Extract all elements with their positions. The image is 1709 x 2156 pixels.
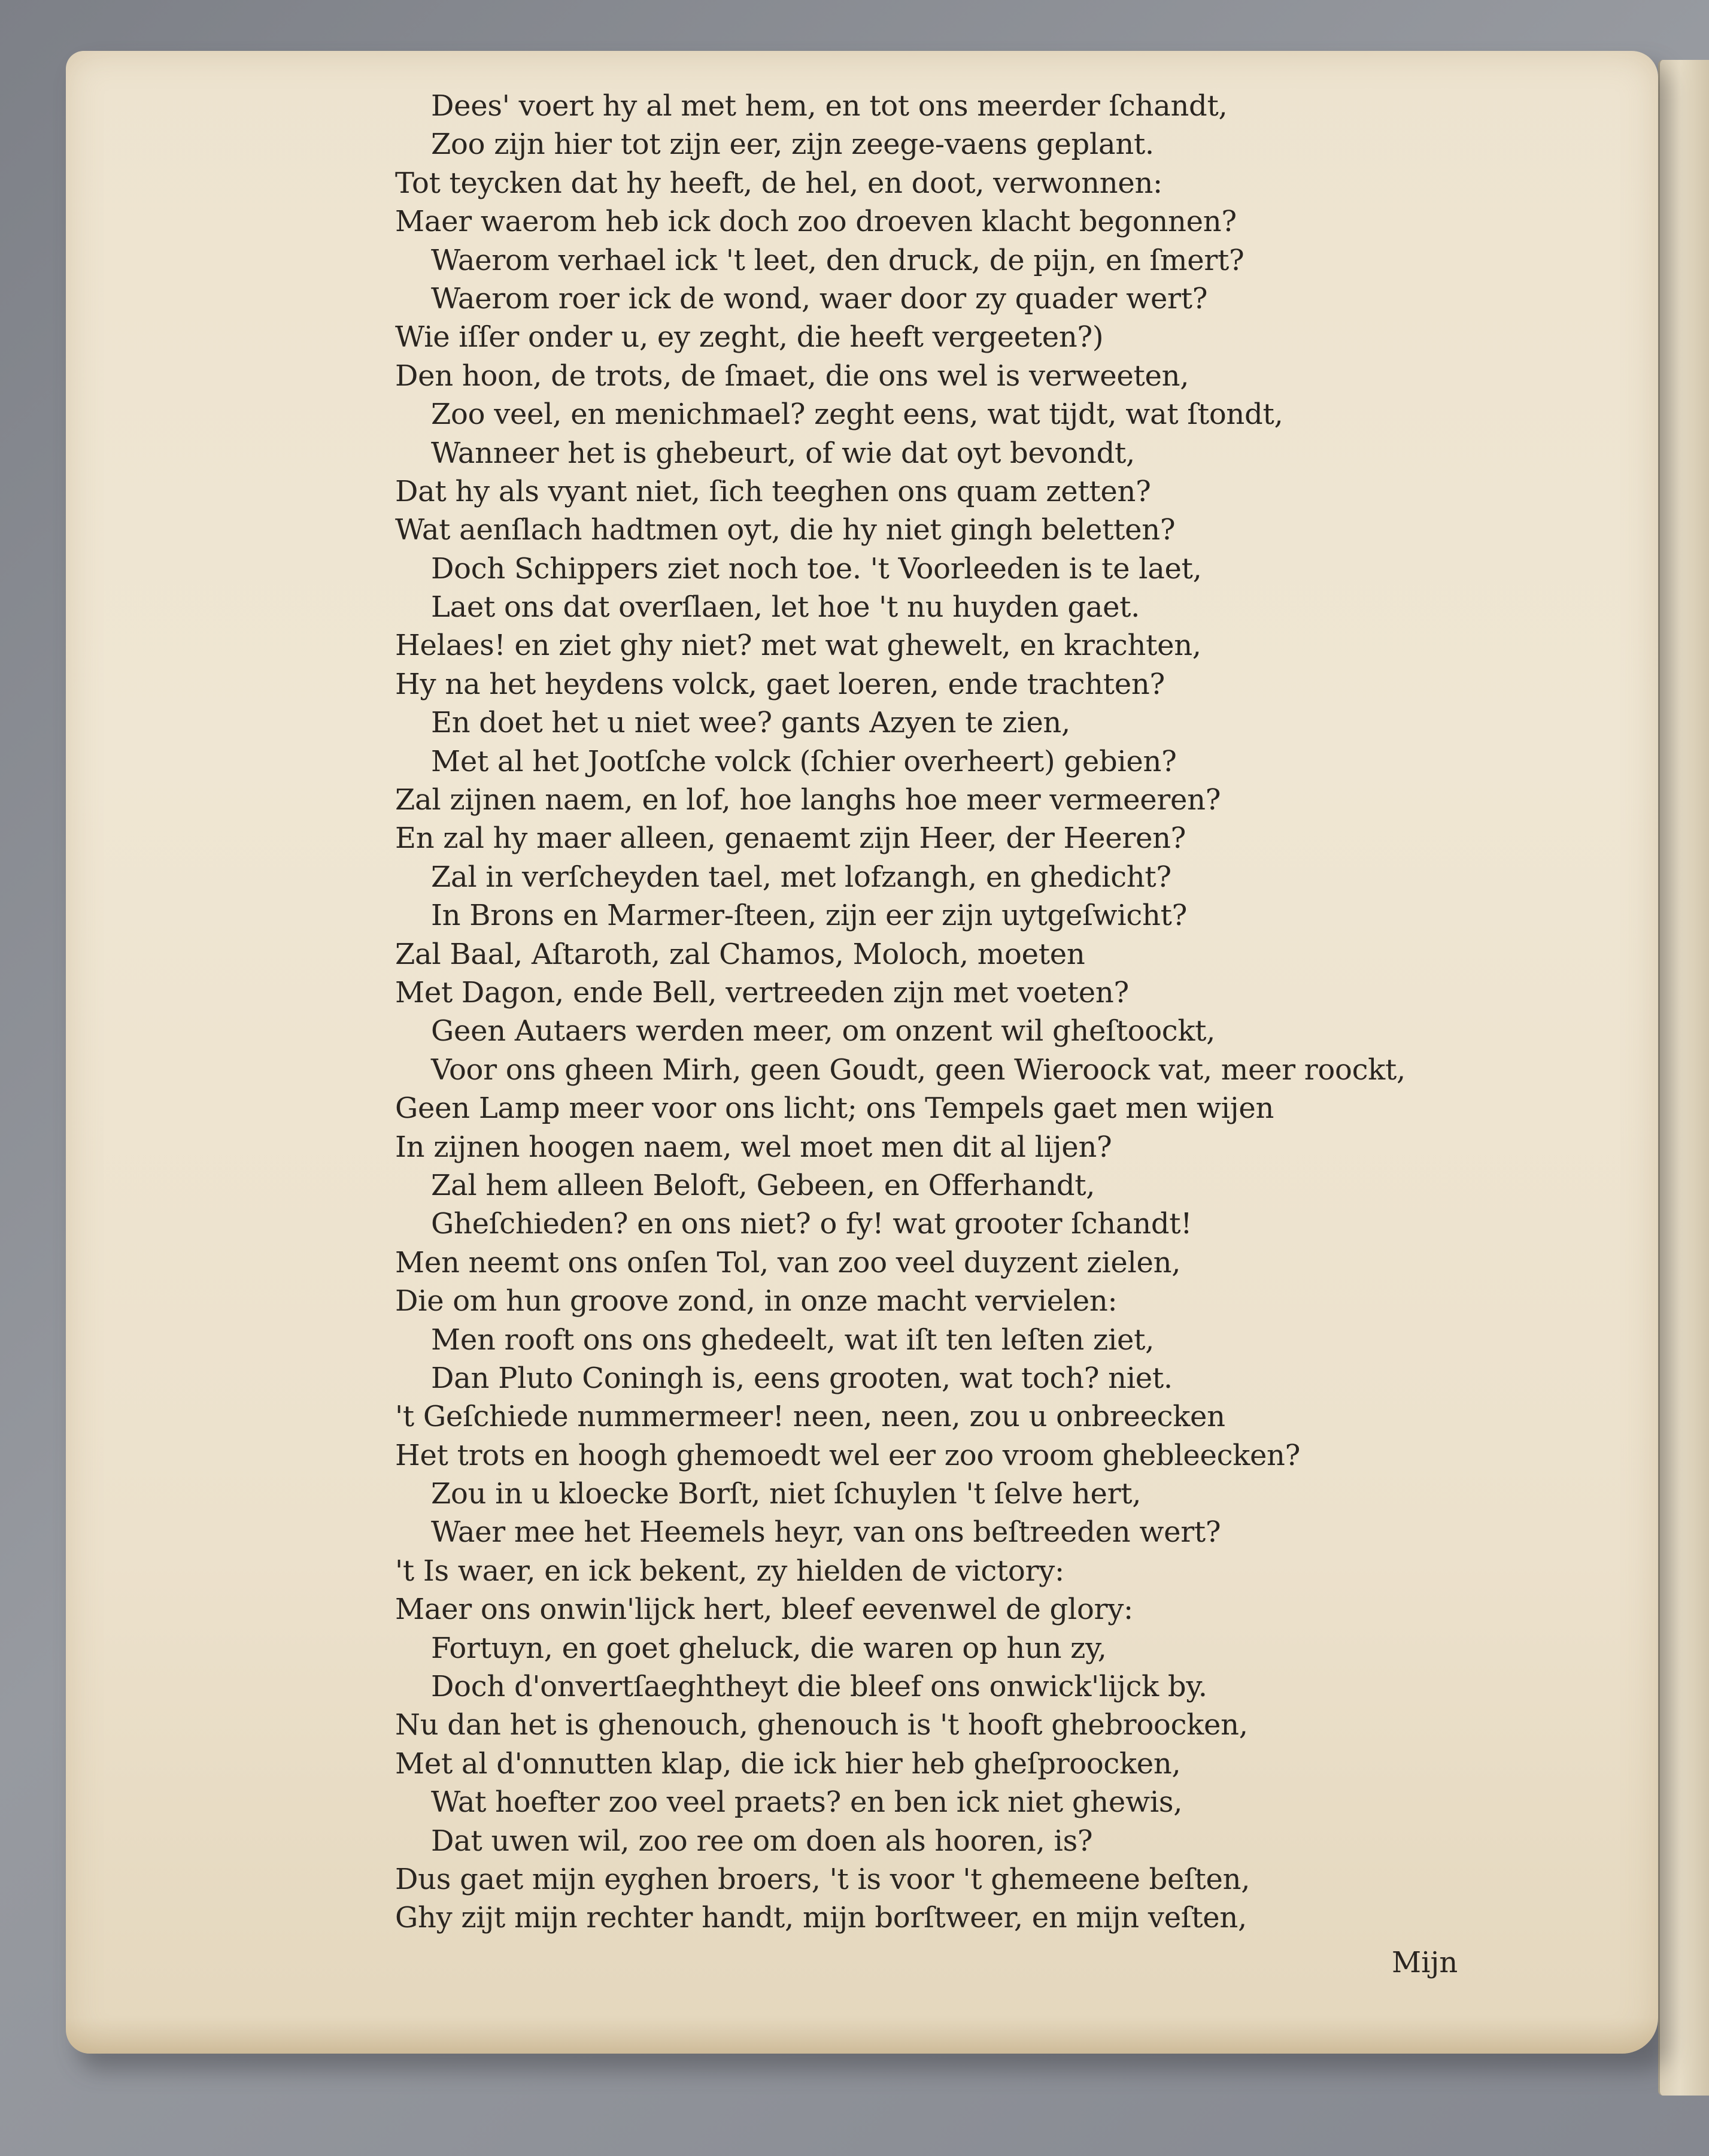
verse-line: Met Dagon, ende Bell, vertreeden zijn met voeten? — [395, 975, 1129, 1009]
verse-line: Zou in u kloecke Borſt, niet ſchuylen 't ſelve hert, — [431, 1477, 1142, 1511]
verse-line: Geen Autaers werden meer, om onzent wil gheſtoockt, — [431, 1014, 1216, 1048]
book-page — [66, 51, 1658, 2054]
verse-line: En zal hy maer alleen, genaemt zijn Heer, der Heeren? — [395, 821, 1186, 856]
verse-line: En doet het u niet wee? gants Azyen te zien, — [431, 706, 1070, 740]
verse-line: Den hoon, de trots, de ſmaet, die ons wel is verweeten, — [395, 359, 1189, 393]
verse-line: Met al d'onnutten klap, die ick hier heb gheſproocken, — [395, 1746, 1181, 1781]
verse-line: Doch d'onvertſaeghtheyt die bleef ons onwick'lijck by. — [431, 1670, 1207, 1704]
verse-line: Zal hem alleen Beloft, Gebeen, en Offerhandt, — [431, 1168, 1095, 1202]
verse-line: Doch Schippers ziet noch toe. 't Voorleeden is te laet, — [431, 551, 1202, 586]
verse-line: Dees' voert hy al met hem, en tot ons meerder ſchandt, — [431, 89, 1228, 123]
verse-line: Fortuyn, en goet gheluck, die waren op hun zy, — [431, 1631, 1107, 1665]
verse-line: In zijnen hoogen naem, wel moet men dit al lijen? — [395, 1130, 1112, 1164]
verse-line: Ghy zijt mijn rechter handt, mijn borſtweer, en mijn veſten, — [395, 1901, 1247, 1935]
verse-line: Zal Baal, Aſtaroth, zal Chamos, Moloch, moeten — [395, 937, 1085, 971]
verse-line: Waerom verhael ick 't leet, den druck, de pijn, en ſmert? — [431, 243, 1244, 277]
verse-text-block — [395, 87, 1622, 1937]
verse-line: Maer ons onwin'lijck hert, bleef eevenwel de glory: — [395, 1593, 1133, 1627]
verse-line: Waer mee het Heemels heyr, van ons beſtreeden wert? — [431, 1515, 1221, 1549]
verse-line: Zal zijnen naem, en lof, hoe langhs hoe meer vermeeren? — [395, 783, 1221, 817]
verse-line: Wanneer het is ghebeurt, of wie dat oyt bevondt, — [431, 436, 1135, 470]
verse-line: Men rooft ons ons ghedeelt, wat iſt ten leſten ziet, — [431, 1323, 1155, 1357]
verse-line: Dat hy als vyant niet, ſich teeghen ons quam zetten? — [395, 474, 1151, 508]
verse-line: Laet ons dat overſlaen, let hoe 't nu huyden gaet. — [431, 590, 1140, 624]
verse-line: Wie iſſer onder u, ey zeght, die heeft vergeeten?) — [395, 320, 1104, 354]
verse-line: Hy na het heydens volck, gaet loeren, ende trachten? — [395, 667, 1165, 701]
verse-line: Die om hun groove zond, in onze macht vervielen: — [395, 1284, 1118, 1318]
verse-line: Tot teycken dat hy heeft, de hel, en doot, verwonnen: — [395, 166, 1162, 200]
verse-line: Gheſchieden? en ons niet? o fy! wat grooter ſchandt! — [431, 1207, 1192, 1241]
verse-line: Dan Pluto Coningh is, eens grooten, wat toch? niet. — [431, 1361, 1173, 1395]
verse-line: Maer waerom heb ick doch zoo droeven klacht begonnen? — [395, 205, 1237, 239]
verse-line: Zoo zijn hier tot zijn eer, zijn zeege-vaens geplant. — [431, 128, 1154, 162]
verse-line: Men neemt ons onſen Tol, van zoo veel duyzent zielen, — [395, 1245, 1181, 1279]
verse-line: 't Is waer, en ick bekent, zy hielden de victory: — [395, 1554, 1064, 1588]
verse-line: 't Geſchiede nummermeer! neen, neen, zou u onbreecken — [395, 1400, 1225, 1434]
verse-line: Zoo veel, en menichmael? zeght eens, wat tijdt, wat ſtondt, — [431, 398, 1283, 432]
verse-line: Helaes! en ziet ghy niet? met wat ghewelt, en krachten, — [395, 629, 1201, 663]
page-bottom-edge — [66, 2018, 1658, 2054]
verse-line: Voor ons gheen Mirh, geen Goudt, geen Wieroock vat, meer roockt, — [431, 1053, 1406, 1087]
verse-line: Dus gaet mijn eyghen broers, 't is voor 't ghemeene beſten, — [395, 1862, 1250, 1896]
verse-line: Wat hoefter zoo veel praets? en ben ick niet ghewis, — [431, 1785, 1183, 1820]
catchword: Mijn — [1392, 1946, 1458, 1979]
verse-line: Met al het Jootſche volck (ſchier overheert) gebien? — [431, 744, 1177, 778]
verse-line: Zal in verſcheyden tael, met lofzangh, en ghedicht? — [431, 860, 1171, 894]
verse-line: In Brons en Marmer-ſteen, zijn eer zijn uytgeſwicht? — [431, 899, 1188, 933]
verse-line: Waerom roer ick de wond, waer door zy quader wert? — [431, 281, 1208, 316]
verse-line: Dat uwen wil, zoo ree om doen als hooren, is? — [431, 1824, 1093, 1858]
verse-line: Wat aenſlach hadtmen oyt, die hy niet gingh beletten? — [395, 513, 1176, 547]
verse-line: Geen Lamp meer voor ons licht; ons Tempels gaet men wijen — [395, 1091, 1274, 1126]
verse-line: Nu dan het is ghenouch, ghenouch is 't hooft ghebroocken, — [395, 1708, 1248, 1742]
verse-line: Het trots en hoogh ghemoedt wel eer zoo vroom ghebleecken? — [395, 1438, 1301, 1472]
